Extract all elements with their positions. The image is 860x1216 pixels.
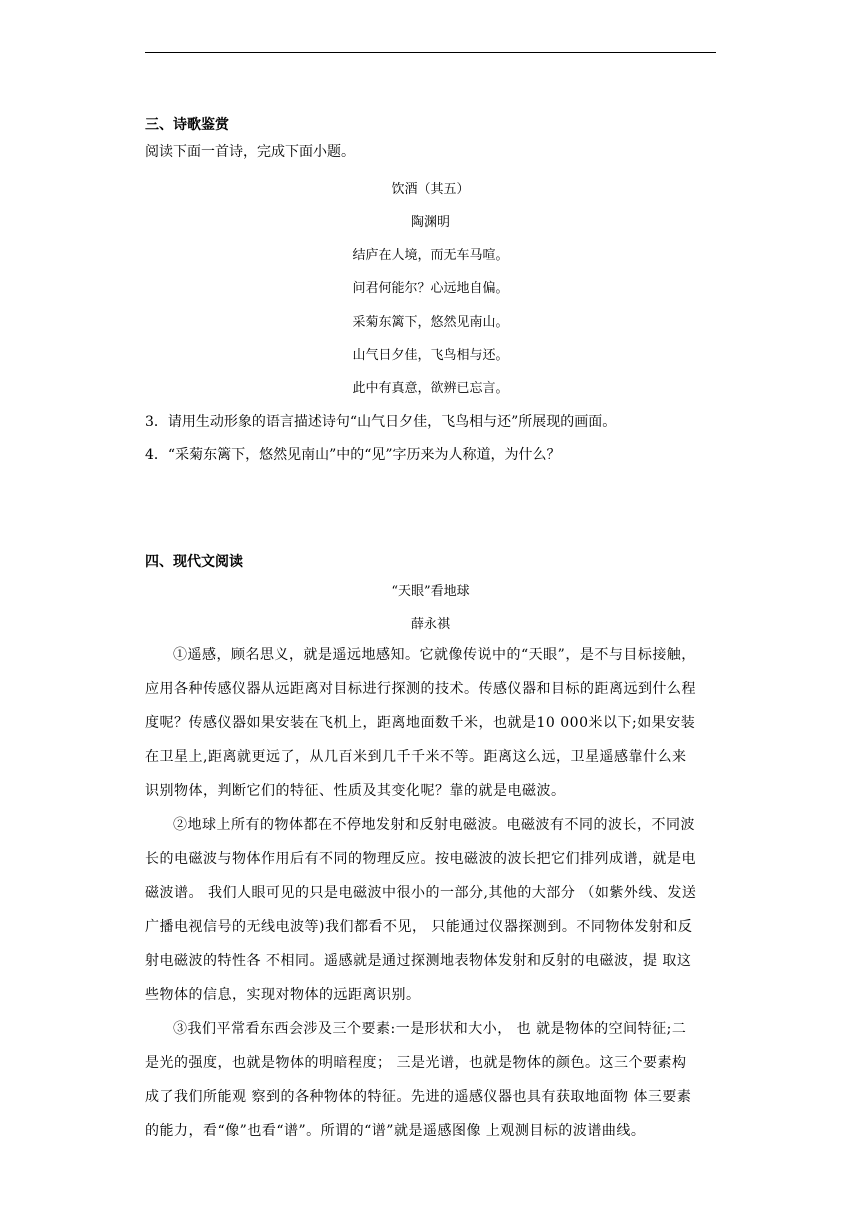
poem-title: 饮酒（其五） <box>391 182 470 197</box>
paragraph-line: 磁波谱。 我们人眼可见的只是电磁波中很小的一部分,其他的大部分 （如紫外线、发送 <box>145 885 697 901</box>
paragraph-line: ③我们平常看东西会涉及三个要素:一是形状和大小， 也 就是物体的空间特征;二 <box>173 1021 687 1037</box>
article-paragraph-2 <box>145 808 716 1012</box>
section-heading-poetry: 三、诗歌鉴赏 <box>145 117 229 133</box>
paragraph-line: 些物体的信息，实现对物体的远距离识别。 <box>145 987 421 1003</box>
section-heading-modern-reading: 四、现代文阅读 <box>145 554 243 570</box>
paragraph-line: 成了我们所能观 察到的各种物体的特征。先进的遥感仪器也具有获取地面物 体三要素 <box>145 1089 692 1105</box>
paragraph-line: 长的电磁波与物体作用后有不同的物理反应。按电磁波的波长把它们排列成谱，就是电 <box>145 851 696 867</box>
paragraph-line: 识别物体，判断它们的特征、性质及其变化呢？靠的就是电磁波。 <box>145 783 566 799</box>
paragraph-line: 应用各种传感仪器从远距离对目标进行探测的技术。传感仪器和目标的距离远到什么程 <box>145 681 696 697</box>
poem-line: 山气日夕佳，飞鸟相与还。 <box>352 348 509 363</box>
reading-instruction: 阅读下面一首诗，完成下面小题。 <box>145 144 355 160</box>
paragraph-line: 广播电视信号的无线电波等)我们都看不见， 只能通过仪器探测到。不同物体发射和反 <box>145 919 693 935</box>
paragraph-line: 在卫星上,距离就更远了，从几百米到几千千米不等。距离这么远，卫星遥感靠什么来 <box>145 749 687 765</box>
header-rule <box>145 52 716 53</box>
poem-author: 陶渊明 <box>410 215 450 230</box>
article-title: “天眼”看地球 <box>391 584 470 599</box>
paragraph-line: 是光的强度，也就是物体的明暗程度； 三是光谱，也就是物体的颜色。这三个要素构 <box>145 1055 687 1071</box>
article-author: 薛永祺 <box>410 617 450 632</box>
paragraph-line: ②地球上所有的物体都在不停地发射和反射电磁波。电磁波有不同的波长，不同波 <box>173 817 695 833</box>
article-paragraph-3 <box>145 1012 716 1148</box>
paragraph-line: 射电磁波的特性各 不相同。遥感就是通过探测地表物体发射和反射的电磁波，提 取这 <box>145 953 692 969</box>
poem-line: 问君何能尔？心远地自偏。 <box>352 281 509 296</box>
poem-line: 采菊东篱下，悠然见南山。 <box>352 315 509 330</box>
question-4: 4．“采菊东篱下，悠然见南山”中的“见”字历来为人称道，为什么？ <box>145 447 561 463</box>
poem-line: 结庐在人境，而无车马喧。 <box>352 248 509 263</box>
paragraph-line: ①遥感，顾名思义，就是遥远地感知。它就像传说中的“天眼”，是不与目标接触， <box>173 647 696 663</box>
paragraph-line: 度呢？传感仪器如果安装在飞机上，距离地面数千米，也就是10 000米以下;如果安装 <box>145 715 696 731</box>
paragraph-line: 的能力，看“像”也看“谱”。所谓的“谱”就是遥感图像 上观测目标的波谱曲线。 <box>145 1123 646 1139</box>
question-3: 3．请用生动形象的语言描述诗句“山气日夕佳，飞鸟相与还”所展现的画面。 <box>145 414 617 430</box>
article-paragraph-1 <box>145 638 716 808</box>
poem-line: 此中有真意，欲辨已忘言。 <box>352 381 509 396</box>
